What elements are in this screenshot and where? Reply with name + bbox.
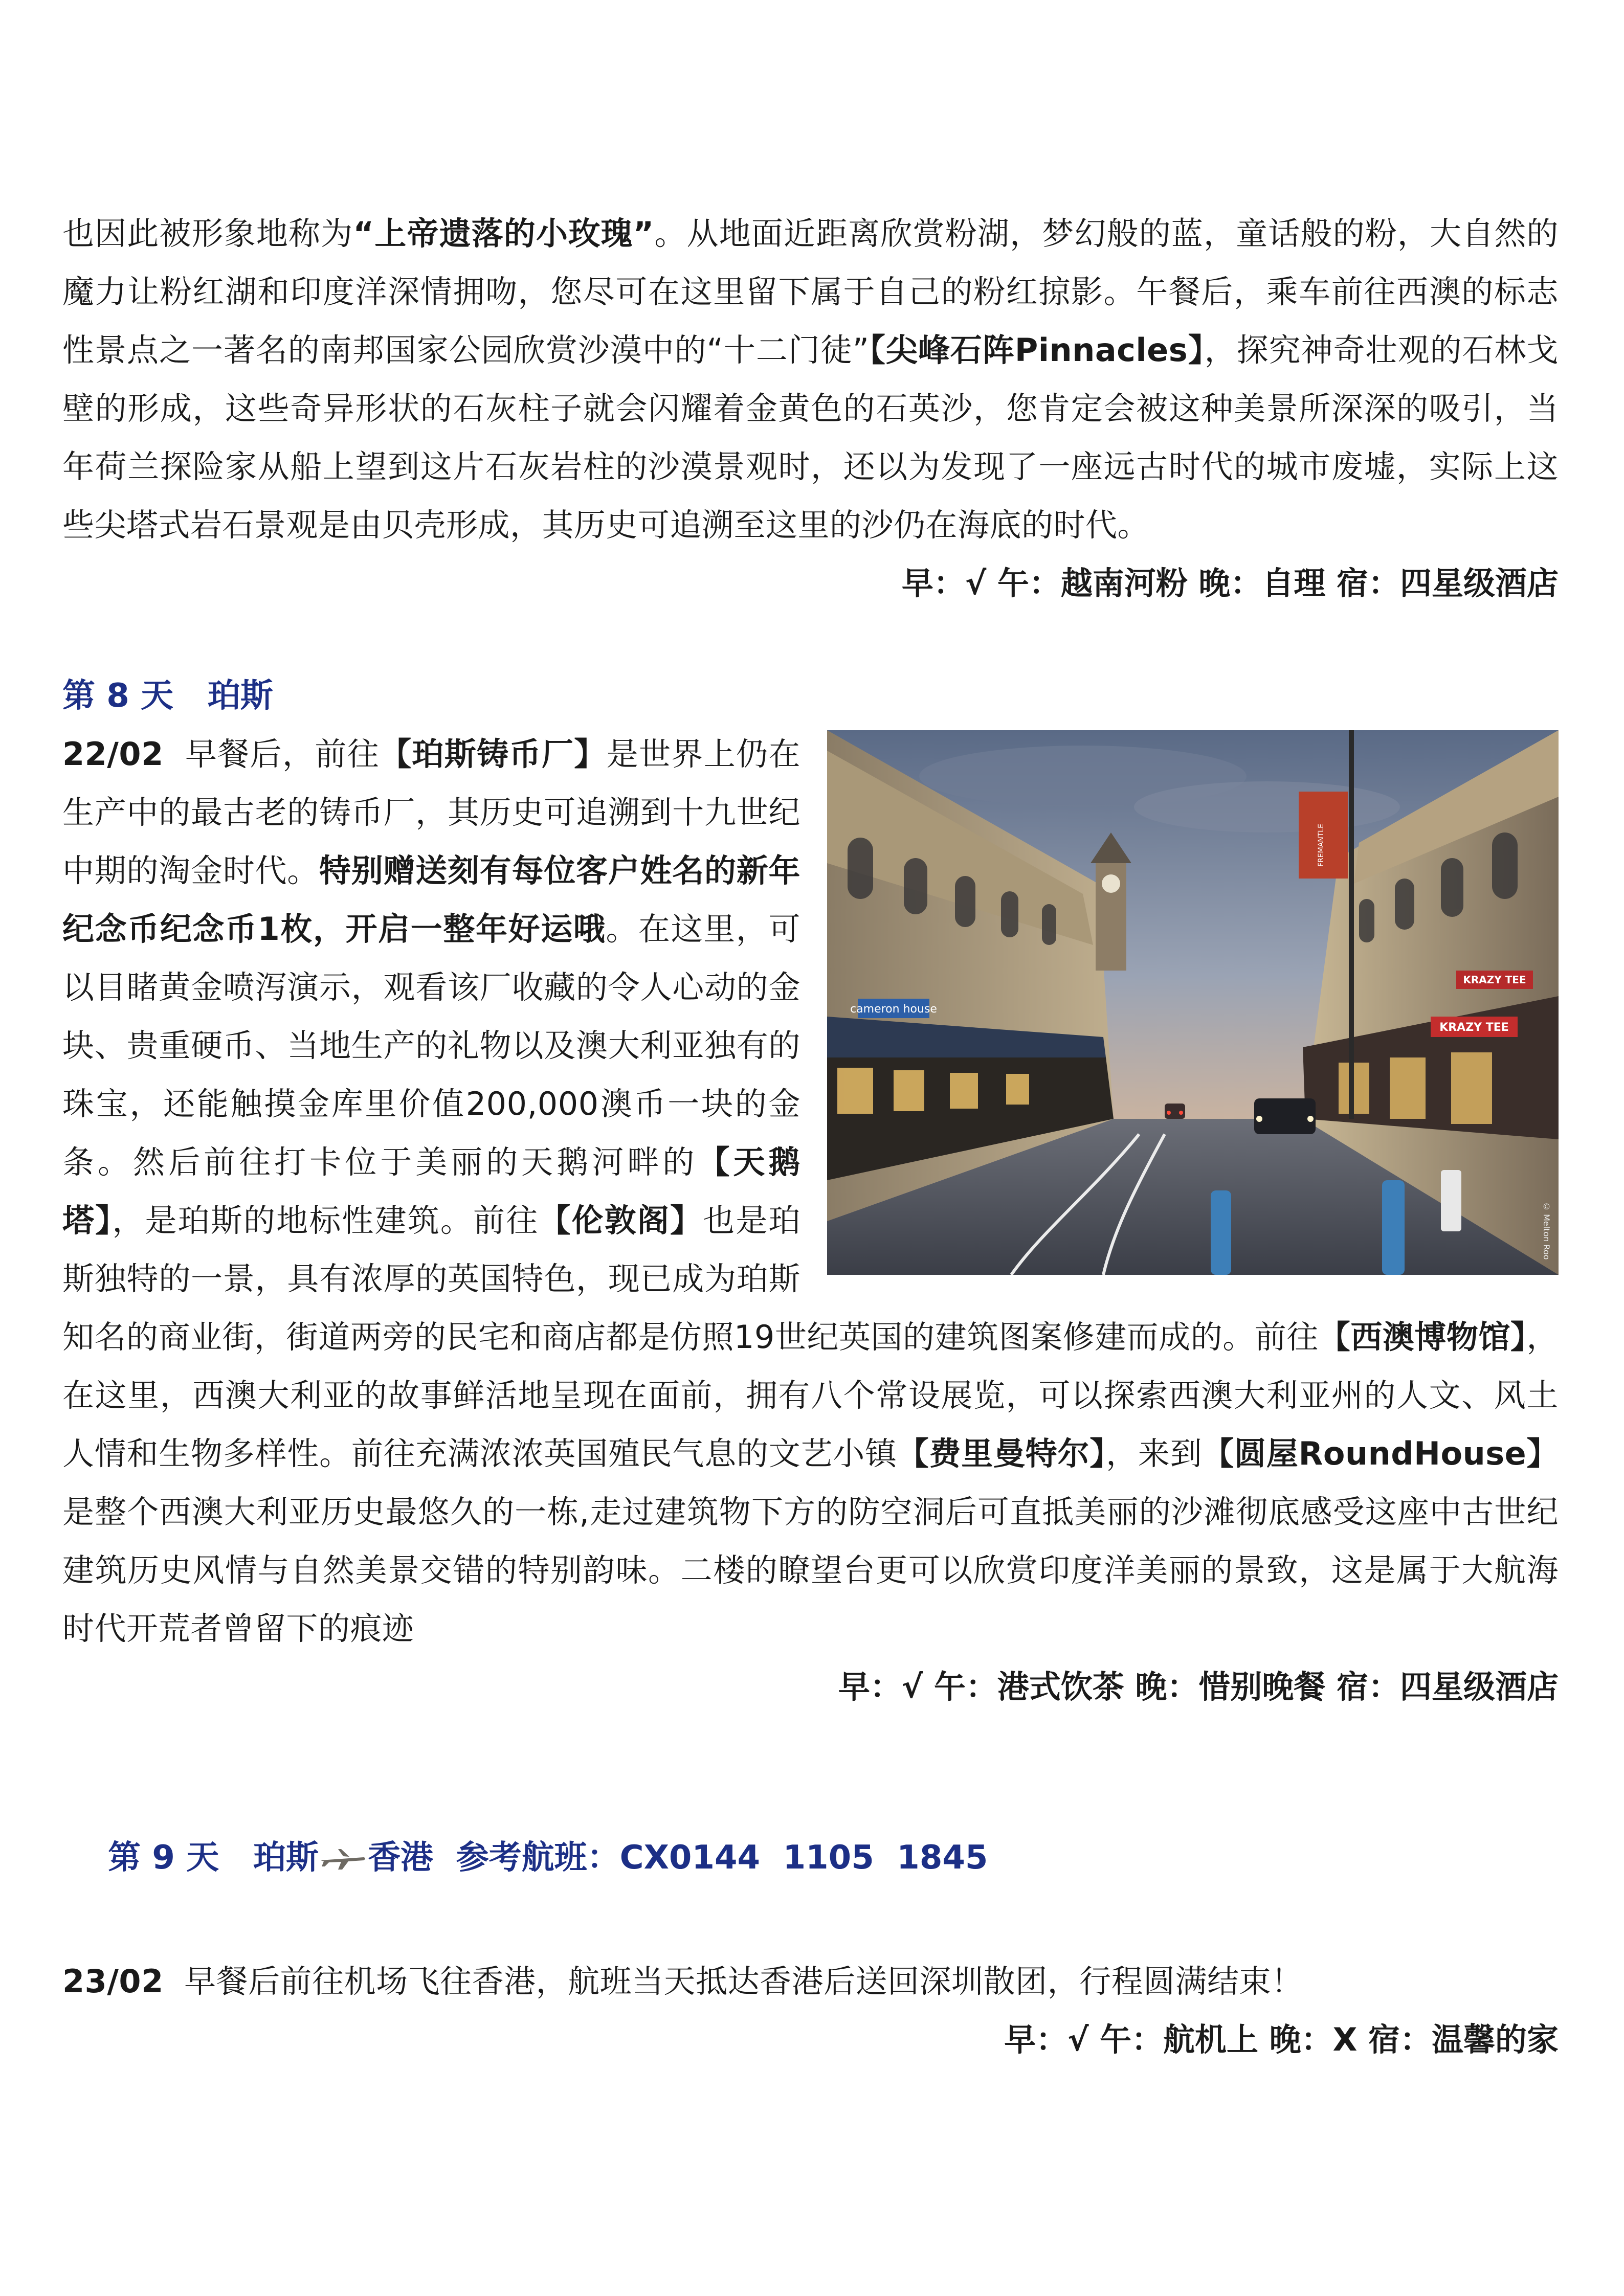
text-run: 早餐后前往机场飞往香港，航班当天抵达香港后送回深圳散团，行程圆满结束！ xyxy=(163,1963,1303,2000)
highlight-perth-mint: 【珀斯铸币厂】 xyxy=(380,735,607,773)
pink-lake-pinnacles-paragraph xyxy=(62,205,1559,554)
meals-day9: 早：√ 午：航机上 晚：X 宿：温馨的家 xyxy=(1004,2021,1559,2058)
text-run: 是整个西澳大利亚历史最悠久的一栋,走过建筑物下方的防空洞后可直抵美丽的沙滩彻底感受这座中古世纪建筑历史风情与自然美景交错的特别韵味。二楼的瞭望台更可以欣赏印度洋美丽的景致，这是属于大航海时代开荒者曾留下的痕迹 xyxy=(62,1493,1559,1647)
day9-title-origin: 第 9 天 珀斯 xyxy=(108,1839,319,1877)
meals-day7: 早：√ 午：越南河粉 晚：自理 宿：四星级酒店 xyxy=(901,565,1559,602)
photo-credit: © Melton Roo xyxy=(1542,1201,1551,1259)
text-run: 。从地面近距离欣赏粉湖，梦幻般的蓝，童话般的粉，大自然的魔力让粉红湖和印度洋深情拥吻，您尽可在这里留下属于自己的粉红掠影。午餐后，乘车前往西澳的标志性景点之一著名的南邦国家公园欣赏沙漠中的“十二门徒” xyxy=(62,215,1559,369)
text-run: 。在这里，可以目睹黄金喷泻演示，观看该厂收藏的令人心动的金块、贵重硬币、当地生产的礼物以及澳大利亚独有的珠宝，还能触摸金库里价值200,000澳币一块的金条。然后前往打卡位于美丽的天鹅河畔的 xyxy=(62,910,800,1181)
text-run: ，是珀斯的地标性建筑。前往 xyxy=(112,1202,539,1239)
sign-krazy-tee-1: KRAZY TEE xyxy=(1439,1021,1509,1034)
highlight-london-court: 【伦敦阁】 xyxy=(539,1202,703,1239)
text-run: 也因此被形象地称为 xyxy=(62,215,353,252)
day9-title xyxy=(62,1770,1559,1945)
sign-cameron-house: cameron house xyxy=(850,1003,937,1016)
day9-title-destination-flight: 香港 参考航班：CX0144 1105 1845 xyxy=(368,1839,988,1877)
text-run: 是世界上仍在生产中的最古老的铸币厂，其历史可追溯到十九世纪中期的淘金时代。 xyxy=(62,735,800,889)
itinerary-page xyxy=(62,0,1559,2069)
fremantle-street-photo xyxy=(827,730,1559,1275)
text-run: ，来到 xyxy=(1106,1435,1203,1472)
highlight-roundhouse: 【圆屋RoundHouse】 xyxy=(1202,1435,1559,1472)
day9-date: 23/02 xyxy=(62,1963,164,2000)
highlight-commemorative-coin: 特别赠送刻有每位客户姓名的新年纪念币纪念币1枚，开启一整年好运哦 xyxy=(62,852,800,948)
sign-krazy-tee-2: KRAZY TEE xyxy=(1463,974,1526,986)
highlight-pinnacles: 【尖峰石阵Pinnacles】 xyxy=(869,331,1205,369)
text-run: ，在这里，西澳大利亚的故事鲜活地呈现在面前，拥有八个常设展览，可以探索西澳大利亚州的人文、风土人情和生物多样性。前往充满浓浓英国殖民气息的文艺小镇 xyxy=(62,1318,1559,1472)
highlight-swan-bells: 【天鹅塔】 xyxy=(62,1143,800,1239)
meals-day8: 早：√ 午：港式饮茶 晚：惜别晚餐 宿：四星级酒店 xyxy=(838,1668,1559,1705)
day9-paragraph xyxy=(62,1952,1559,2011)
banner-fremantle: FREMANTLE xyxy=(1317,824,1325,867)
highlight-little-rose: “上帝遗落的小玫瑰” xyxy=(353,215,654,252)
day8-date: 22/02 xyxy=(62,735,164,773)
day8-title: 第 8 天 珀斯 xyxy=(62,677,273,715)
text-run: 也是珀斯独特的一景，具有浓厚的英国特色，现已成为珀斯知名的商业街，街道两旁的民宅和商店都是仿照19世纪英国的建筑图案修建而成的。前往 xyxy=(62,1202,1319,1356)
highlight-fremantle: 【费里曼特尔】 xyxy=(897,1435,1106,1472)
text-run: 早餐后，前往 xyxy=(163,735,380,773)
airplane-icon xyxy=(319,1847,368,1872)
street-scene-image xyxy=(827,730,1559,1275)
highlight-wa-museum: 【西澳博物馆】 xyxy=(1318,1318,1527,1356)
text-run: ，探究神奇壮观的石林戈壁的形成，这些奇异形状的石灰柱子就会闪耀着金黄色的石英沙，您肯定会被这种美景所深深的吸引，当年荷兰探险家从船上望到这片石灰岩柱的沙漠景观时，还以为发现了一座远古时代的城市废墟，实际上这些尖塔式岩石景观是由贝壳形成，其历史可追溯至这里的沙仍在海底的时代。 xyxy=(62,331,1559,544)
